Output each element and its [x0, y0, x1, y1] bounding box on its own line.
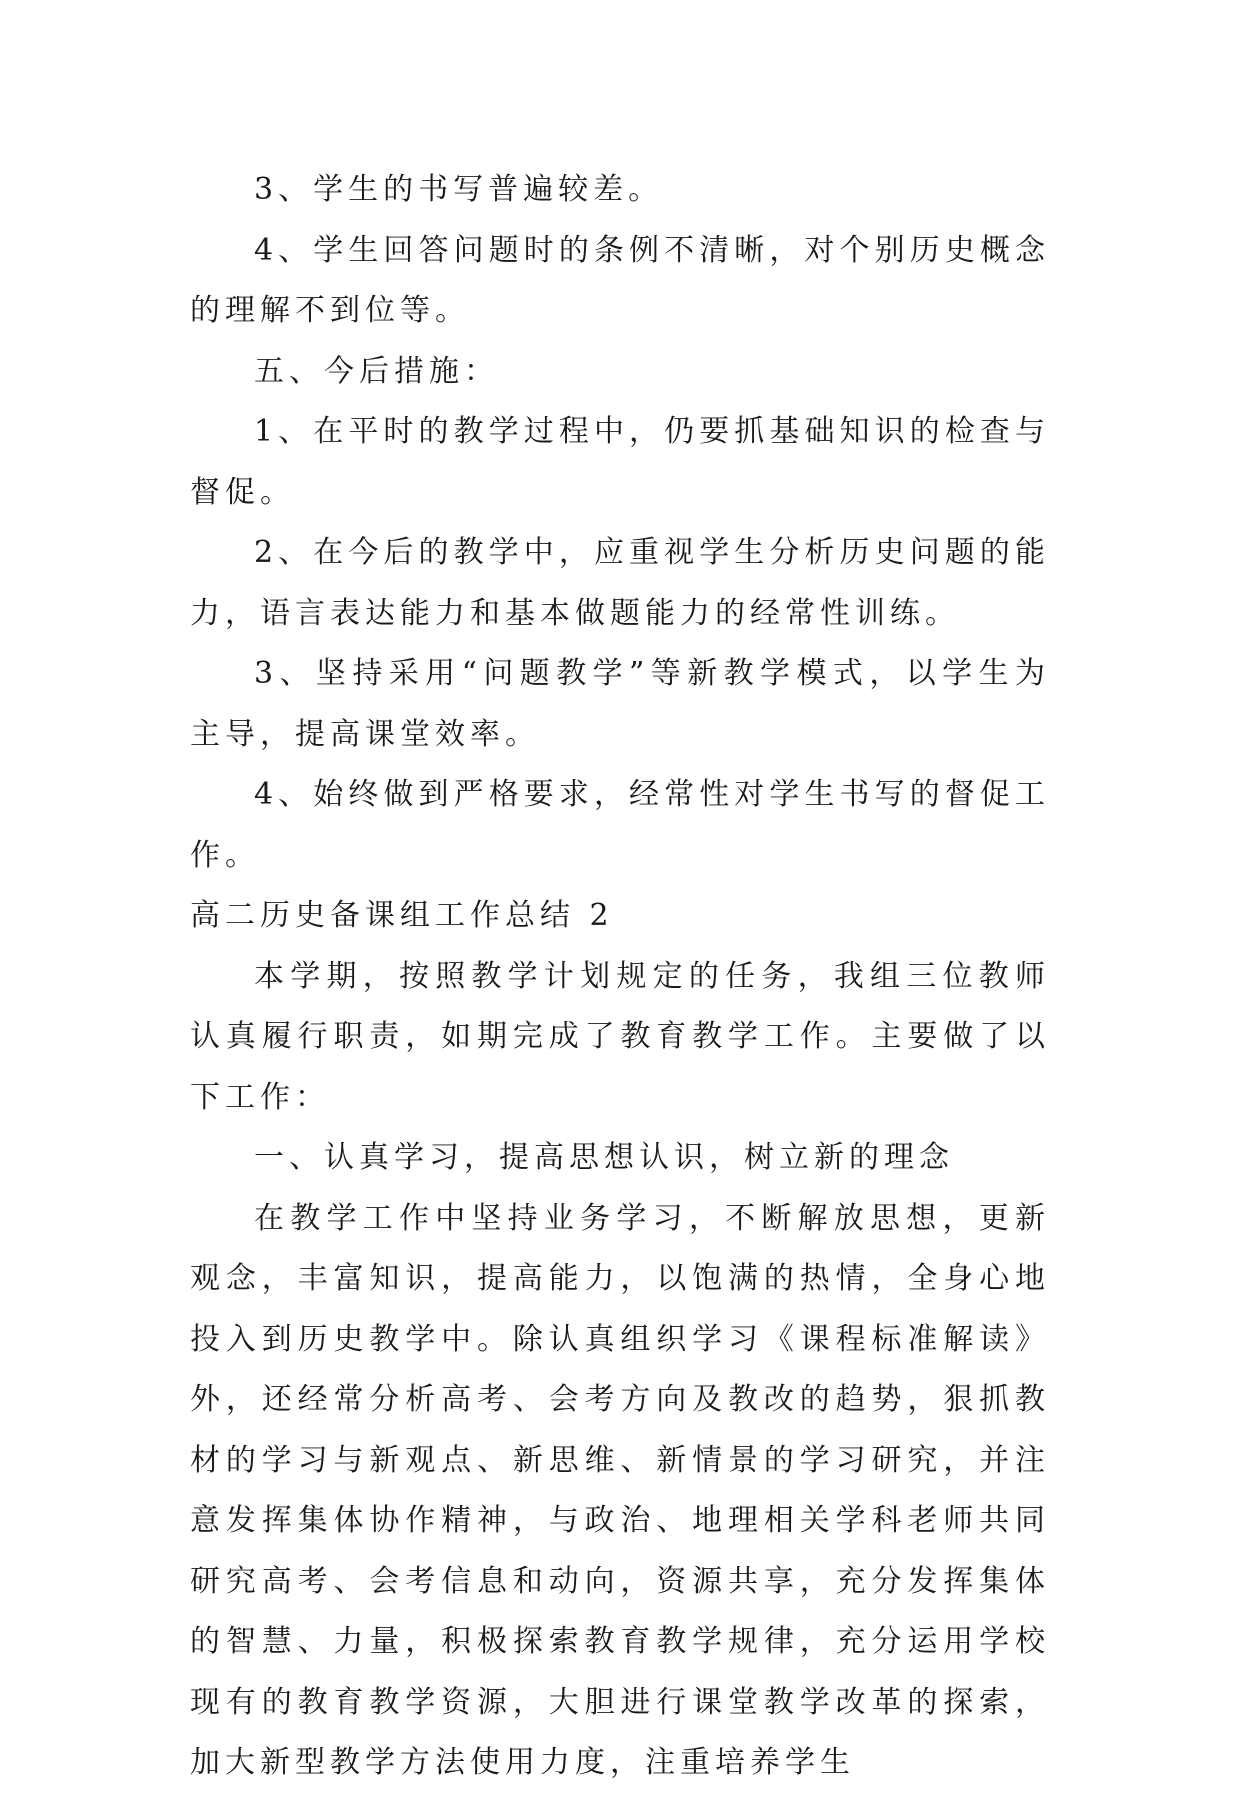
paragraph: 一、认真学习，提高思想认识，树立新的理念 [254, 1140, 954, 1175]
paragraph: 2、在今后的教学中，应重视学生分析历史问题的能力，语言表达能力和基本做题能力的经常性训练。 [190, 535, 1050, 631]
paragraph: 3、学生的书写普遍较差。 [254, 172, 664, 207]
section-heading: 高二历史备课组工作总结 2 [190, 898, 614, 933]
paragraph: 五、今后措施： [254, 353, 499, 389]
document-body [190, 160, 1050, 1794]
paragraph: 4、始终做到严格要求，经常性对学生书写的督促工作。 [190, 777, 1050, 873]
paragraph: 1、在平时的教学过程中，仍要抓基础知识的检查与督促。 [190, 414, 1050, 510]
paragraph: 4、学生回答问题时的条例不清晰，对个别历史概念的理解不到位等。 [190, 232, 1050, 328]
paragraph: 本学期，按照教学计划规定的任务，我组三位教师认真履行职责，如期完成了教育教学工作。主要做了以下工作： [190, 958, 1050, 1115]
paragraph: 3、坚持采用“问题教学”等新教学模式，以学生为主导，提高课堂效率。 [190, 656, 1050, 752]
paragraph: 在教学工作中坚持业务学习，不断解放思想，更新观念，丰富知识，提高能力，以饱满的热情，全身心地投入到历史教学中。除认真组织学习《课程标准解读》外，还经常分析高考、会考方向及教改的趋势，狠抓教材的学习与新观点、新思维、新情景的学习研究，并注意发挥集体协作精神，与政治、地理相关学科老师共同研究高考、会考信息和动向，资源共享，充分发挥集体的智慧、力量，积极探索教育教学规律，充分运用学校现有的教育教学资源，大胆进行课堂教学改革的探索，加大新型教学方法使用力度，注重培养学生 [190, 1200, 1050, 1780]
